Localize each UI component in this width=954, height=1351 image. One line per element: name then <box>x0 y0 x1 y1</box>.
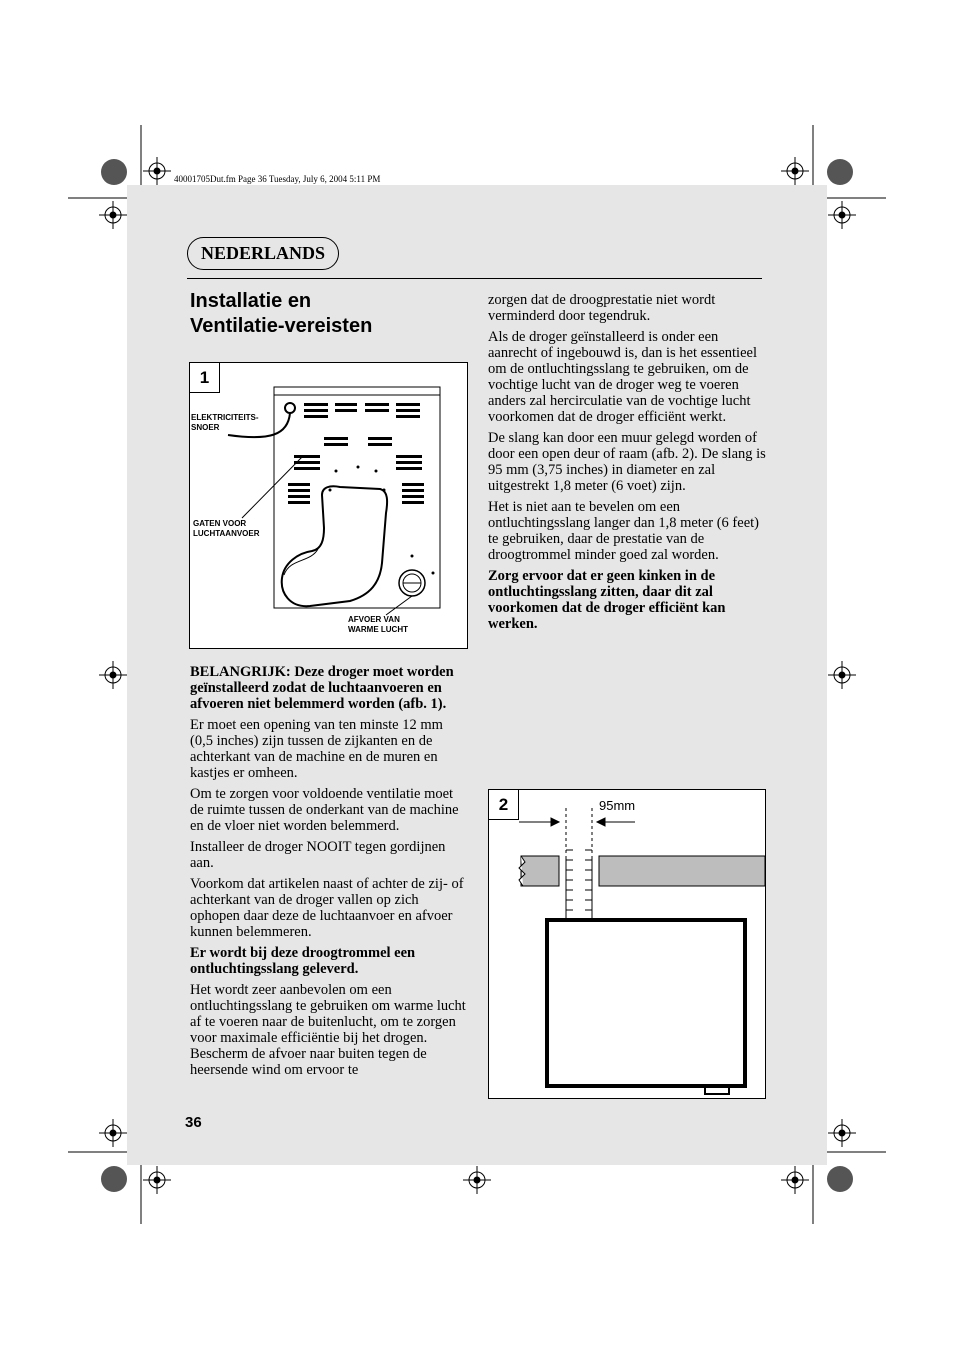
language-badge: NEDERLANDS <box>187 237 339 270</box>
label-exhaust <box>348 615 408 635</box>
left-column <box>190 664 468 1083</box>
section-title <box>190 289 470 339</box>
paragraph-hose-route: De slang kan door een muur gelegd worden of door een open deur of raam (afb. 2). De slang is 95 mm (3,75 inches) in diameter en zal uitgestrekt 1,8 meter (6 voet) zijn. <box>488 430 766 494</box>
header-rule <box>187 278 762 279</box>
label-power-cord-line1: ELEKTRICITEITS- <box>191 413 259 422</box>
label-air-intake-line1: GATEN VOOR <box>193 519 247 528</box>
hose-supplied-note: Er wordt bij deze droogtrommel een ontluchtingsslang geleverd. <box>190 945 416 977</box>
figure-number: 1 <box>190 363 220 393</box>
hose-wall-drawing <box>489 790 767 1100</box>
label-exhaust-line1: AFVOER VAN <box>348 615 400 624</box>
section-title-line1: Installatie en <box>190 290 312 312</box>
dryer-rear-drawing <box>190 363 469 650</box>
right-column <box>488 292 766 637</box>
hose-diameter-label: 95mm <box>599 798 636 813</box>
kink-warning: Zorg ervoor dat er geen kinken in de ontluchtingsslang zitten, daar dit zal voorkomen dat de droger efficiënt kan werken. <box>488 568 726 632</box>
figure-number: 2 <box>489 790 519 820</box>
file-info-line: 40001705Dut.fm Page 36 Tuesday, July 6, 2004 5:11 PM <box>174 174 381 184</box>
section-title-line2: Ventilatie-vereisten <box>190 315 373 337</box>
label-power-cord-line2: SNOER <box>191 423 220 432</box>
important-note: BELANGRIJK: Deze droger moet worden geïnstalleerd zodat de luchtaanvoeren en afvoeren niet belemmerd worden (afb. 1). <box>190 664 454 712</box>
label-air-intake-line2: LUCHTAANVOER <box>193 529 260 538</box>
figure-hose-through-wall <box>488 789 766 1099</box>
paragraph-built-in: Als de droger geïnstalleerd is onder een aanrecht of ingebouwd is, dan is het essentieel om de ontluchtingsslang te gebruiken, om de vochtige lucht van de droger weg te voeren anders zal hercirculatie van de vochtige lucht voorkomen dat de droger efficiënt werkt. <box>488 329 757 425</box>
label-air-intake <box>193 519 260 539</box>
label-power-cord <box>191 413 259 433</box>
page-number: 36 <box>185 1114 202 1131</box>
paragraph-obstruction: Voorkom dat artikelen naast of achter de zij- of achterkant van de droger vallen op zich ophopen daar deze de luchtaanvoer en afvoer kunnen belemmeren. <box>190 876 464 940</box>
paragraph-hose-length: Het is niet aan te bevelen om een ontluchtingsslang langer dan 1,8 meter (6 feet) te gebruiken, daar de prestatie van de droogtrommel minder goed zal worden. <box>488 499 759 563</box>
paragraph-ventilation: Om te zorgen voor voldoende ventilatie moet de ruimte tussen de onderkant van de machine en de vloer niet worden belemmerd. <box>190 786 459 834</box>
paragraph-curtains: Installeer de droger NOOIT tegen gordijnen aan. <box>190 839 446 871</box>
figure-dryer-rear <box>189 362 468 649</box>
label-exhaust-line2: WARME LUCHT <box>348 625 408 634</box>
paragraph-clearance: Er moet een opening van ten minste 12 mm (0,5 inches) zijn tussen de zijkanten en de achterkant van de machine en de muren en kastjes er omheen. <box>190 717 443 781</box>
paragraph-backpressure: zorgen dat de droogprestatie niet wordt verminderd door tegendruk. <box>488 292 716 324</box>
paragraph-hose-recommendation: Het wordt zeer aanbevolen om een ontluchtingsslang te gebruiken om warme lucht af te voeren naar de buitenlucht, om te zorgen voor maximale efficiëntie bij het drogen. Bescherm de afvoer naar buiten tegen de heersende wind om ervoor te <box>190 982 466 1078</box>
